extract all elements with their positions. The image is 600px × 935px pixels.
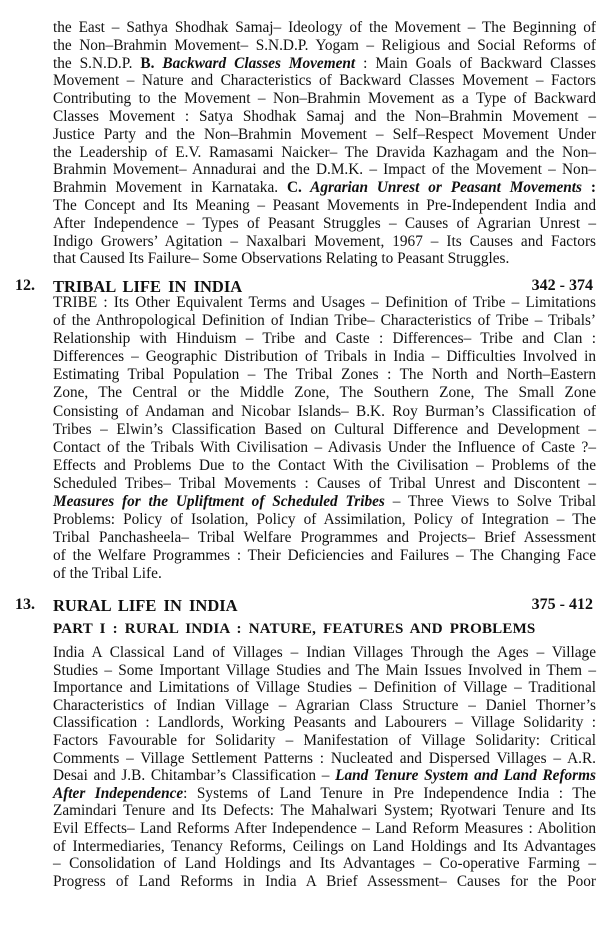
chapter-contents xyxy=(53,294,596,584)
text-segment: of the Anthropological Definition of Indian Tribe– Characteristics of Tribe – Tribals’ xyxy=(53,312,596,330)
text-segment: the Leadership of E.V. Ramasami Naicker– The Dravida Kazhagam and the Non– xyxy=(53,143,596,161)
text-line xyxy=(53,493,596,511)
text-segment: The Concept and Its Meaning – Peasant Movements in Pre-Independent India and xyxy=(53,196,596,214)
text-line xyxy=(53,90,596,108)
text-line xyxy=(53,126,596,144)
text-line xyxy=(53,855,596,873)
text-line xyxy=(53,697,596,715)
text-segment: : Main Goals of Backward Classes xyxy=(355,54,596,72)
continued-chapter-contents xyxy=(53,19,596,268)
text-segment: the East – Sathya Shodhak Samaj– Ideology of the Movement – The Beginning of xyxy=(53,19,596,36)
text-segment: TRIBE : Its Other Equivalent Terms and Usages – Definition of Tribe – Limitations xyxy=(53,294,596,311)
text-segment: Justice Party and the Non–Brahmin Movement – Self–Respect Movement Under xyxy=(53,125,596,143)
text-line xyxy=(53,475,596,493)
text-line xyxy=(53,403,596,421)
text-line xyxy=(53,457,596,475)
text-line xyxy=(53,108,596,126)
text-line xyxy=(53,529,596,547)
text-segment: of the Tribal Life. xyxy=(53,565,162,583)
emphasized-topic: Measures for the Upliftment of Scheduled Tribes xyxy=(53,493,385,511)
text-line xyxy=(53,644,596,662)
text-line xyxy=(53,250,596,268)
text-line xyxy=(53,215,596,233)
text-line xyxy=(53,179,596,197)
text-line xyxy=(53,511,596,529)
text-line xyxy=(53,366,596,384)
text-segment: Importance and Limitations of Village Studies – Definition of Village – Traditional xyxy=(53,679,596,697)
text-segment: of Intermediaries, Tenancy Reforms, Ceilings on Land Holdings and Its Advantages xyxy=(53,837,596,855)
text-line xyxy=(53,785,596,803)
text-line xyxy=(53,330,596,348)
text-segment: that Caused Its Failure– Some Observations Relating to Peasant Struggles. xyxy=(53,250,510,268)
text-segment: Brahmin Movement– Annadurai and the D.M.K. – Impact of the Movement – Non– xyxy=(53,161,596,179)
text-segment: Classes Movement : Satya Shodhak Samaj and the Non–Brahmin Movement – xyxy=(53,107,596,125)
text-line xyxy=(53,384,596,402)
text-segment: Tribal Panchasheela– Tribal Welfare Programmes and Projects– Brief Assessment xyxy=(53,529,596,547)
text-line xyxy=(53,294,596,312)
emphasized-topic: Agrarian Unrest or Peasant Movements xyxy=(301,179,583,197)
text-segment: Tribes – Elwin’s Classification Based on Cultural Difference and Development – xyxy=(53,420,596,438)
text-line xyxy=(53,55,596,73)
text-segment: – Consolidation of Land Holdings and Its Advantages – Co-operative Farming – xyxy=(53,855,596,873)
text-line xyxy=(53,714,596,732)
emphasized-topic: Backward Classes Movement xyxy=(154,54,356,72)
text-segment: Characteristics of Indian Village – Agrarian Class Structure – Daniel Thorner’s xyxy=(53,696,596,714)
emphasized-topic: Land Tenure System and Land Reforms xyxy=(335,767,596,785)
text-segment: After Independence – Types of Peasant Struggles – Causes of Agrarian Unrest – xyxy=(53,214,596,232)
text-segment: Scheduled Tribes– Tribal Movements : Causes of Tribal Unrest and Discontent – xyxy=(53,474,596,492)
text-segment: Brahmin Movement in Karnataka. xyxy=(53,179,287,197)
text-segment: Classification : Landlords, Working Peasants and Labourers – Village Solidarity : xyxy=(53,714,596,732)
chapter-title: RURAL LIFE IN INDIA xyxy=(53,596,238,615)
text-segment: Problems: Policy of Isolation, Policy of Assimilation, Policy of Integration – The xyxy=(53,511,596,529)
text-segment: Studies – Some Important Village Studies and The Main Issues Involved in Them – xyxy=(53,661,596,679)
text-line xyxy=(53,144,596,162)
chapter-title: TRIBAL LIFE IN INDIA xyxy=(53,277,243,296)
text-segment: – Three Views to Solve Tribal xyxy=(384,493,596,511)
text-segment: the Non–Brahmin Movement– S.N.D.P. Yogam – Religious and Social Reforms of xyxy=(53,36,596,54)
text-line xyxy=(53,820,596,838)
text-segment: the S.N.D.P. xyxy=(53,54,141,72)
text-segment: Contributing to the Movement – Non–Brahmin Movement as a Type of Backward xyxy=(53,90,596,108)
chapter-page-range: 342 - 374 xyxy=(531,277,593,294)
text-line xyxy=(53,37,596,55)
text-segment: Effects and Problems Due to the Contact With the Civilisation – Problems of the xyxy=(53,456,596,474)
text-line xyxy=(53,767,596,785)
text-segment: Desai and J.B. Chitambar’s Classification – xyxy=(53,767,336,785)
text-segment: Estimating Tribal Population – The Tribal Zones : The North and North–Eastern xyxy=(53,366,596,384)
text-line xyxy=(53,802,596,820)
text-line xyxy=(53,19,596,37)
text-segment: India A Classical Land of Villages – Indian Villages Through the Ages – Village xyxy=(53,644,596,661)
chapter-number: 13. xyxy=(15,596,35,613)
text-segment: of the Welfare Programmes : Their Deficiencies and Failures – The Changing Face xyxy=(53,547,596,565)
text-line xyxy=(53,679,596,697)
chapter-number: 12. xyxy=(15,277,35,294)
text-segment: Zamindari Tenure and Its Defects: The Mahalwari System; Ryotwari Tenure and Its xyxy=(53,802,596,820)
text-line xyxy=(53,732,596,750)
section-label: : xyxy=(582,179,597,197)
text-segment: Evil Effects– Land Reforms After Independence – Land Reform Measures : Abolition xyxy=(53,819,596,837)
text-line xyxy=(53,547,596,565)
text-segment: Progress of Land Reforms in India A Brief Assessment– Causes for the Poor xyxy=(53,872,596,890)
text-line xyxy=(53,233,596,251)
text-line xyxy=(53,72,596,90)
text-line xyxy=(53,312,596,330)
emphasized-topic: After Independence xyxy=(53,784,184,802)
text-line xyxy=(53,873,596,891)
chapter-page-range: 375 - 412 xyxy=(531,596,593,613)
part-heading: PART I : RURAL INDIA : NATURE, FEATURES AND PROBLEMS xyxy=(53,621,536,637)
text-segment: Relationship with Hinduism – Tribe and Caste : Differences– Tribe and Clan : xyxy=(53,330,596,348)
section-label: C. xyxy=(286,179,302,197)
text-segment: Movement – Nature and Characteristics of Backward Classes Movement – Factors xyxy=(53,72,596,90)
text-segment: Comments – Village Settlement Patterns : Nucleated and Dispersed Villages – A.R. xyxy=(53,749,596,767)
text-segment: Consisting of Andaman and Nicobar Islands– B.K. Roy Burman’s Classification of xyxy=(53,402,596,420)
chapter-contents xyxy=(53,644,596,890)
text-line xyxy=(53,348,596,366)
text-segment: Differences – Geographic Distribution of Tribals in India – Difficulties Involved in xyxy=(53,348,596,366)
text-line xyxy=(53,197,596,215)
section-label: B. xyxy=(140,54,155,72)
text-segment: Contact of the Tribals With Civilisation – Adivasis Under the Influence of Caste ?– xyxy=(53,438,596,456)
text-line xyxy=(53,750,596,768)
text-segment: Zone, The Central or the Middle Zone, The Southern Zone, The Small Zone xyxy=(53,384,596,402)
text-segment: Indigo Growers’ Agitation – Naxalbari Movement, 1967 – Its Causes and Factors xyxy=(53,232,596,250)
text-segment: Factors Favourable for Solidarity – Manifestation of Village Solidarity: Critical xyxy=(53,731,596,749)
text-line xyxy=(53,662,596,680)
text-line xyxy=(53,565,596,583)
text-line xyxy=(53,439,596,457)
text-line xyxy=(53,161,596,179)
text-line xyxy=(53,421,596,439)
text-segment: : Systems of Land Tenure in Pre Independence India : The xyxy=(183,784,597,802)
text-line xyxy=(53,838,596,856)
